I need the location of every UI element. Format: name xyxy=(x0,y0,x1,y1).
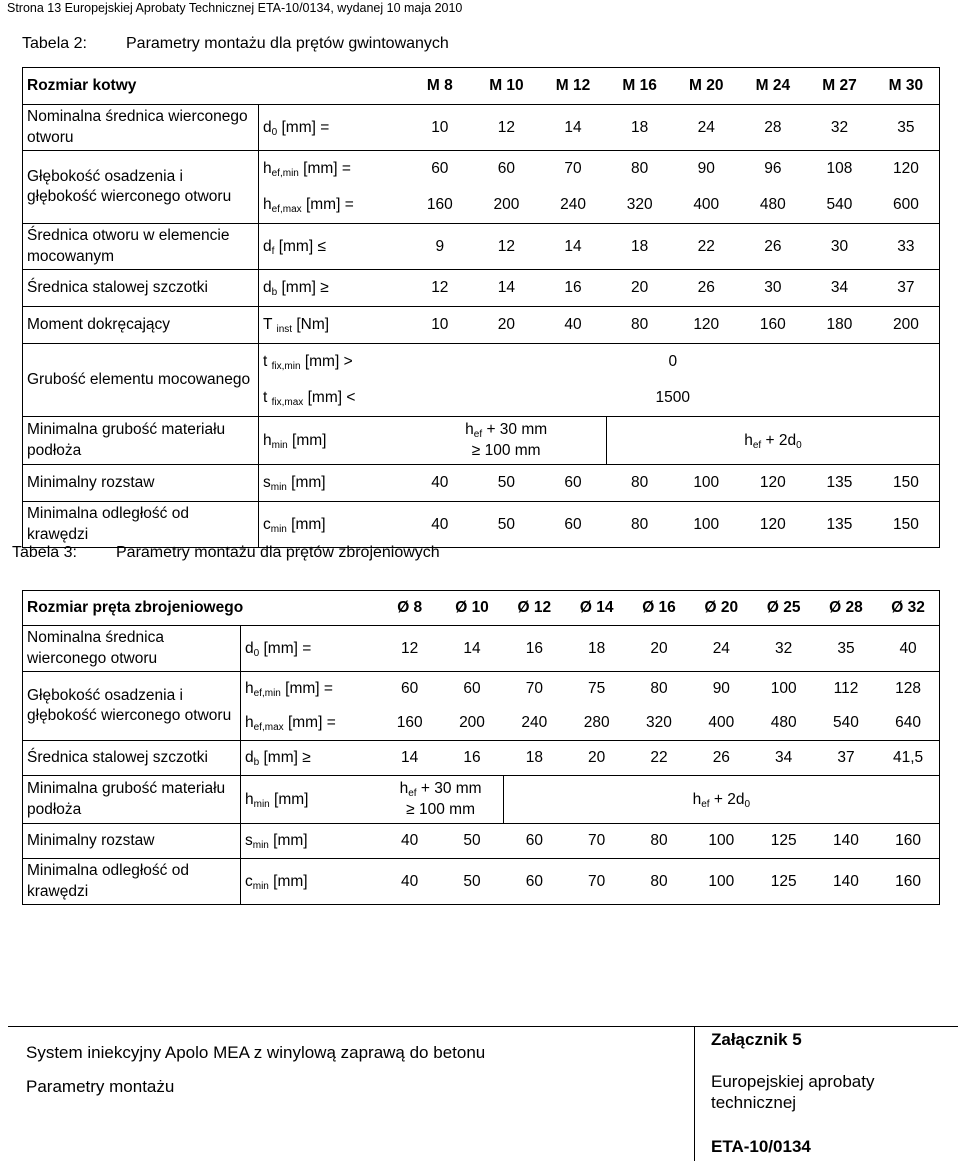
value-cell: 100 xyxy=(752,672,814,707)
param-symbol: $h_{min}$ [mm] xyxy=(241,776,379,824)
value-cell: 70 xyxy=(566,859,628,905)
value-cell: 18 xyxy=(606,224,673,270)
param-symbol: $d_0$ [mm] = xyxy=(241,626,379,672)
value-cell: 18 xyxy=(503,741,565,776)
value-cell: 26 xyxy=(673,270,740,307)
row-label: Głębokość osadzenia i głębokość wierconego otworu xyxy=(23,672,241,741)
value-cell: 33 xyxy=(873,224,940,270)
value-cell: 14 xyxy=(540,105,607,151)
table-row xyxy=(23,626,940,672)
value-cell: 12 xyxy=(379,626,441,672)
value-cell: 100 xyxy=(690,824,752,859)
value-cell: 60 xyxy=(473,151,540,188)
param-symbol: t $_{fix,max}$ [mm] < xyxy=(259,380,407,417)
value-cell: 1500 xyxy=(407,380,940,417)
greater-equal-sign: ≥ xyxy=(302,749,311,766)
value-cell: 90 xyxy=(673,151,740,188)
value-cell: 280 xyxy=(566,706,628,741)
value-cell: 400 xyxy=(673,187,740,224)
table3-caption xyxy=(12,544,912,566)
param-symbol: $h_{ef,min}$ [mm] = xyxy=(241,672,379,707)
value-cell: 30 xyxy=(740,270,807,307)
size-cell: M 16 xyxy=(606,68,673,105)
value-cell: 35 xyxy=(873,105,940,151)
value-cell: 40 xyxy=(407,502,474,548)
footer-doc-number: ETA-10/0134 xyxy=(711,1137,811,1156)
row-label: Nominalna średnica wierconego otworu xyxy=(23,105,259,151)
table-row xyxy=(23,591,940,626)
value-cell: 100 xyxy=(673,465,740,502)
value-cell: 9 xyxy=(407,224,474,270)
param-symbol: $s_{min}$ [mm] xyxy=(241,824,379,859)
footer-annex: Załącznik 5 xyxy=(711,1030,802,1049)
value-cell: 70 xyxy=(566,824,628,859)
table-row xyxy=(23,105,940,151)
value-cell: 12 xyxy=(407,270,474,307)
value-cell: 80 xyxy=(606,151,673,188)
value-cell: 34 xyxy=(806,270,873,307)
size-cell: Ø 8 xyxy=(379,591,441,626)
value-cell: 50 xyxy=(441,824,503,859)
hmin-value-small: $h_{ef} + 30$ mm ≥ 100 mm xyxy=(407,417,607,465)
table-row xyxy=(23,741,940,776)
value-cell: 60 xyxy=(407,151,474,188)
value-cell: 37 xyxy=(873,270,940,307)
size-cell: Ø 20 xyxy=(690,591,752,626)
value-cell: 60 xyxy=(540,502,607,548)
row-label: Minimalna grubość materiału podłoża xyxy=(23,417,259,465)
value-cell: 18 xyxy=(606,105,673,151)
value-cell: 90 xyxy=(690,672,752,707)
value-cell: 14 xyxy=(379,741,441,776)
value-cell: 18 xyxy=(566,626,628,672)
value-cell: 100 xyxy=(690,859,752,905)
value-cell: 40 xyxy=(379,859,441,905)
row-label: Moment dokręcający xyxy=(23,307,259,344)
hmin-value-small: $h_{ef} + 30$ mm ≥ 100 mm xyxy=(379,776,504,824)
value-cell: 40 xyxy=(407,465,474,502)
param-symbol: $s_{min}$ [mm] xyxy=(259,465,407,502)
value-cell: 135 xyxy=(806,502,873,548)
value-cell: 96 xyxy=(740,151,807,188)
value-cell: 60 xyxy=(441,672,503,707)
row-label: Minimalna odległość od krawędzi xyxy=(23,859,241,905)
page-footer xyxy=(8,1026,958,1161)
size-cell: M 12 xyxy=(540,68,607,105)
value-cell: 80 xyxy=(628,824,690,859)
value-cell: 200 xyxy=(441,706,503,741)
size-cell: M 27 xyxy=(806,68,873,105)
value-cell: 150 xyxy=(873,465,940,502)
value-cell: 30 xyxy=(806,224,873,270)
value-cell: 20 xyxy=(606,270,673,307)
table-row xyxy=(23,859,940,905)
value-cell: 60 xyxy=(503,859,565,905)
table2-caption xyxy=(22,35,922,57)
value-cell: 24 xyxy=(673,105,740,151)
value-cell: 16 xyxy=(503,626,565,672)
value-cell: 160 xyxy=(379,706,441,741)
size-cell: Ø 16 xyxy=(628,591,690,626)
footer-system: System iniekcyjny Apolo MEA z winylową zaprawą do betonu xyxy=(26,1043,486,1062)
value-cell: 35 xyxy=(815,626,877,672)
value-cell: 20 xyxy=(473,307,540,344)
table-row xyxy=(23,417,940,465)
hmin-value-large: $h_{ef} + 2d_0$ xyxy=(606,417,939,465)
value-cell: 70 xyxy=(540,151,607,188)
value-cell: 160 xyxy=(877,824,939,859)
value-cell: 120 xyxy=(673,307,740,344)
hmin-value-large: $h_{ef} + 2d_0$ xyxy=(503,776,939,824)
less-equal-sign: ≤ xyxy=(317,237,326,255)
value-cell: 26 xyxy=(740,224,807,270)
value-cell: 160 xyxy=(877,859,939,905)
table3-head-label: Rozmiar pręta zbrojeniowego xyxy=(23,591,379,626)
param-symbol: $d_f$ [mm] ≤ xyxy=(259,224,407,270)
param-symbol: T $_{inst}$ [Nm] xyxy=(259,307,407,344)
value-cell: 480 xyxy=(752,706,814,741)
size-cell: Ø 28 xyxy=(815,591,877,626)
value-cell: 240 xyxy=(503,706,565,741)
table3-number: Tabela 3: xyxy=(12,544,77,561)
row-label: Nominalna średnica wierconego otworu xyxy=(23,626,241,672)
size-cell: M 10 xyxy=(473,68,540,105)
value-cell: 112 xyxy=(815,672,877,707)
value-cell: 240 xyxy=(540,187,607,224)
value-cell: 26 xyxy=(690,741,752,776)
row-label: Grubość elementu mocowanego xyxy=(23,344,259,417)
value-cell: 160 xyxy=(407,187,474,224)
value-cell: 320 xyxy=(628,706,690,741)
value-cell: 540 xyxy=(806,187,873,224)
size-cell: M 8 xyxy=(407,68,474,105)
value-cell: 120 xyxy=(873,151,940,188)
table-row xyxy=(23,224,940,270)
value-cell: 108 xyxy=(806,151,873,188)
size-cell: Ø 32 xyxy=(877,591,939,626)
row-label: Średnica stalowej szczotki xyxy=(23,741,241,776)
row-label: Minimalny rozstaw xyxy=(23,465,259,502)
value-cell: 14 xyxy=(441,626,503,672)
param-symbol: $h_{ef,max}$ [mm] = xyxy=(259,187,407,224)
value-cell: 16 xyxy=(441,741,503,776)
value-cell: 80 xyxy=(606,307,673,344)
table-row xyxy=(23,672,940,707)
value-cell: 28 xyxy=(740,105,807,151)
table-row xyxy=(23,307,940,344)
param-symbol: $h_{ef,max}$ [mm] = xyxy=(241,706,379,741)
value-cell: 120 xyxy=(740,465,807,502)
greater-equal-sign: ≥ xyxy=(320,279,329,296)
value-cell: 600 xyxy=(873,187,940,224)
value-cell: 70 xyxy=(503,672,565,707)
table2 xyxy=(22,67,940,548)
param-symbol: t $_{fix,min}$ [mm] > xyxy=(259,344,407,381)
value-cell: 200 xyxy=(873,307,940,344)
param-symbol: $h_{ef,min}$ [mm] = xyxy=(259,151,407,188)
table-row xyxy=(23,465,940,502)
table-row xyxy=(23,68,940,105)
value-cell: 41,5 xyxy=(877,741,939,776)
value-cell: 12 xyxy=(473,224,540,270)
value-cell: 50 xyxy=(441,859,503,905)
value-cell: 22 xyxy=(628,741,690,776)
value-cell: 14 xyxy=(540,224,607,270)
param-symbol: $c_{min}$ [mm] xyxy=(259,502,407,548)
param-symbol: $c_{min}$ [mm] xyxy=(241,859,379,905)
value-cell: 120 xyxy=(740,502,807,548)
table-row xyxy=(23,270,940,307)
value-cell: 60 xyxy=(379,672,441,707)
size-cell: Ø 12 xyxy=(503,591,565,626)
value-cell: 16 xyxy=(540,270,607,307)
value-cell: 24 xyxy=(690,626,752,672)
value-cell: 320 xyxy=(606,187,673,224)
value-cell: 40 xyxy=(877,626,939,672)
value-cell: 400 xyxy=(690,706,752,741)
row-label: Średnica stalowej szczotki xyxy=(23,270,259,307)
param-symbol: $d_b$ [mm] ≥ xyxy=(241,741,379,776)
greater-equal-sign: ≥ xyxy=(471,441,481,459)
value-cell: 480 xyxy=(740,187,807,224)
value-cell: 125 xyxy=(752,824,814,859)
value-cell: 128 xyxy=(877,672,939,707)
table-row xyxy=(23,502,940,548)
value-cell: 20 xyxy=(628,626,690,672)
value-cell: 160 xyxy=(740,307,807,344)
value-cell: 40 xyxy=(379,824,441,859)
value-cell: 80 xyxy=(606,502,673,548)
table2-head-label: Rozmiar kotwy xyxy=(23,68,407,105)
value-cell: 34 xyxy=(752,741,814,776)
footer-section: Parametry montażu xyxy=(26,1077,175,1096)
value-cell: 180 xyxy=(806,307,873,344)
row-label: Minimalna grubość materiału podłoża xyxy=(23,776,241,824)
param-symbol: $d_b$ [mm] ≥ xyxy=(259,270,407,307)
row-label: Minimalna odległość od krawędzi xyxy=(23,502,259,548)
row-label: Minimalny rozstaw xyxy=(23,824,241,859)
value-cell: 22 xyxy=(673,224,740,270)
value-cell: 200 xyxy=(473,187,540,224)
value-cell: 80 xyxy=(606,465,673,502)
table-row xyxy=(23,344,940,381)
value-cell: 80 xyxy=(628,859,690,905)
value-cell: 135 xyxy=(806,465,873,502)
greater-equal-sign: ≥ xyxy=(406,800,415,818)
size-cell: Ø 10 xyxy=(441,591,503,626)
page-header: Strona 13 Europejskiej Aprobaty Technicznej ETA-10/0134, wydanej 10 maja 2010 xyxy=(7,1,463,15)
row-label: Głębokość osadzenia i głębokość wierconego otworu xyxy=(23,151,259,224)
footer-doc-type: Europejskiej aprobaty technicznej xyxy=(711,1072,875,1113)
value-cell: 640 xyxy=(877,706,939,741)
value-cell: 140 xyxy=(815,824,877,859)
value-cell: 12 xyxy=(473,105,540,151)
value-cell: 150 xyxy=(873,502,940,548)
value-cell: 32 xyxy=(752,626,814,672)
size-cell: Ø 14 xyxy=(566,591,628,626)
value-cell: 32 xyxy=(806,105,873,151)
value-cell: 10 xyxy=(407,105,474,151)
size-cell: M 20 xyxy=(673,68,740,105)
footer-left xyxy=(8,1027,695,1161)
value-cell: 50 xyxy=(473,502,540,548)
param-symbol: $h_{min}$ [mm] xyxy=(259,417,407,465)
value-cell: 100 xyxy=(673,502,740,548)
size-cell: M 30 xyxy=(873,68,940,105)
table2-title: Parametry montażu dla prętów gwintowanych xyxy=(126,35,449,52)
value-cell: 14 xyxy=(473,270,540,307)
value-cell: 125 xyxy=(752,859,814,905)
value-cell: 10 xyxy=(407,307,474,344)
table2-number: Tabela 2: xyxy=(22,35,87,52)
value-cell: 75 xyxy=(566,672,628,707)
row-label: Średnica otworu w elemencie mocowanym xyxy=(23,224,259,270)
value-cell: 60 xyxy=(540,465,607,502)
table-row xyxy=(23,151,940,188)
value-cell: 60 xyxy=(503,824,565,859)
size-cell: M 24 xyxy=(740,68,807,105)
value-cell: 37 xyxy=(815,741,877,776)
value-cell: 540 xyxy=(815,706,877,741)
table3-title: Parametry montażu dla prętów zbrojeniowych xyxy=(116,544,440,561)
value-cell: 40 xyxy=(540,307,607,344)
value-cell: 80 xyxy=(628,672,690,707)
value-cell: 20 xyxy=(566,741,628,776)
value-cell: 0 xyxy=(407,344,940,381)
table3 xyxy=(22,590,940,905)
table-row xyxy=(23,776,940,824)
param-symbol: $d_0$ [mm] = xyxy=(259,105,407,151)
size-cell: Ø 25 xyxy=(752,591,814,626)
value-cell: 140 xyxy=(815,859,877,905)
table-row xyxy=(23,824,940,859)
value-cell: 50 xyxy=(473,465,540,502)
